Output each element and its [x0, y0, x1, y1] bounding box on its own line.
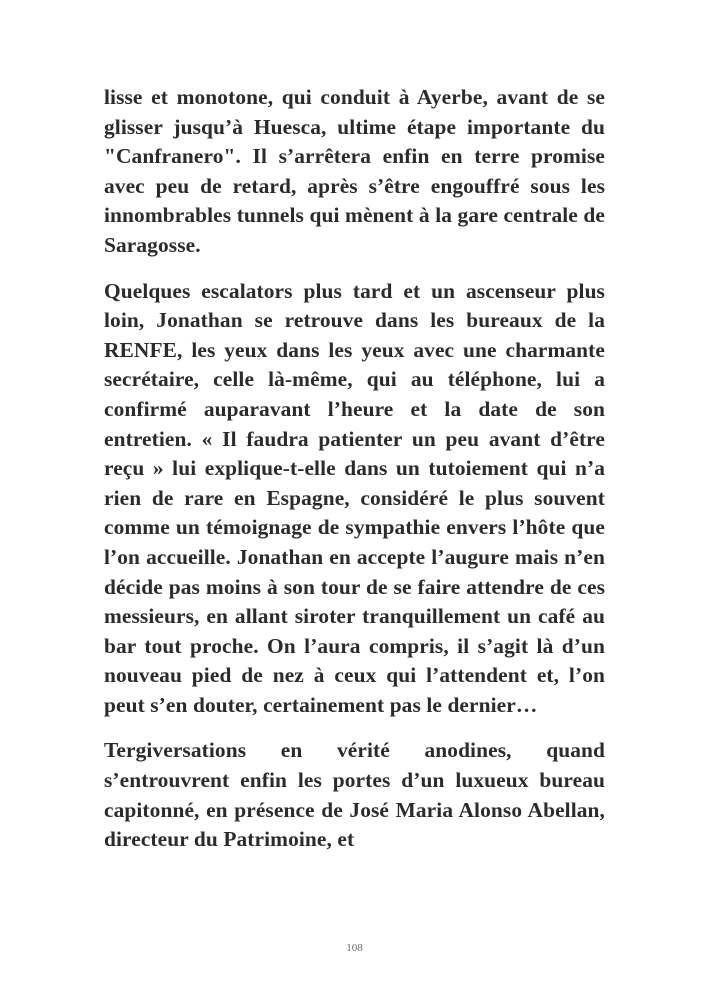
body-text: [104, 83, 605, 871]
page-number: 108: [346, 942, 363, 954]
paragraph-2: Quelques escalators plus tard et un ascenseur plus loin, Jonathan se retrouve dans les bureaux de la RENFE, les yeux dans les yeux avec une charmante secrétaire, celle là-même, qui au téléphone, lui a confirmé auparavant l’heure et la date de son entretien. « Il faudra patienter un peu avant d’être reçu » lui explique-t-elle dans un tutoiement qui n’a rien de rare en Espagne, considéré le plus souvent comme un témoignage de sympathie envers l’hôte que l’on accueille. Jonathan en accepte l’augure mais n’en décide pas moins à son tour de se faire attendre de ces messieurs, en allant siroter tranquillement un café au bar tout proche. On l’aura compris, il s’agit là d’un nouveau pied de nez à ceux qui l’attendent et, l’on peut s’en douter, certainement pas le dernier…: [104, 278, 605, 717]
paragraph-1: lisse et monotone, qui conduit à Ayerbe, avant de se glisser jusqu’à Huesca, ultime étape importante du "Canfranero". Il s’arrêtera enfin en terre promise avec peu de retard, après s’être engouffré sous les innombrables tunnels qui mènent à la gare centrale de Saragosse.: [104, 85, 605, 257]
paragraph-3: Tergiversations en vérité anodines, quand s’entrouvrent enfin les portes d’un luxueux bureau capitonné, en présence de José Maria Alonso Abellan, directeur du Patrimoine, et: [104, 738, 605, 852]
